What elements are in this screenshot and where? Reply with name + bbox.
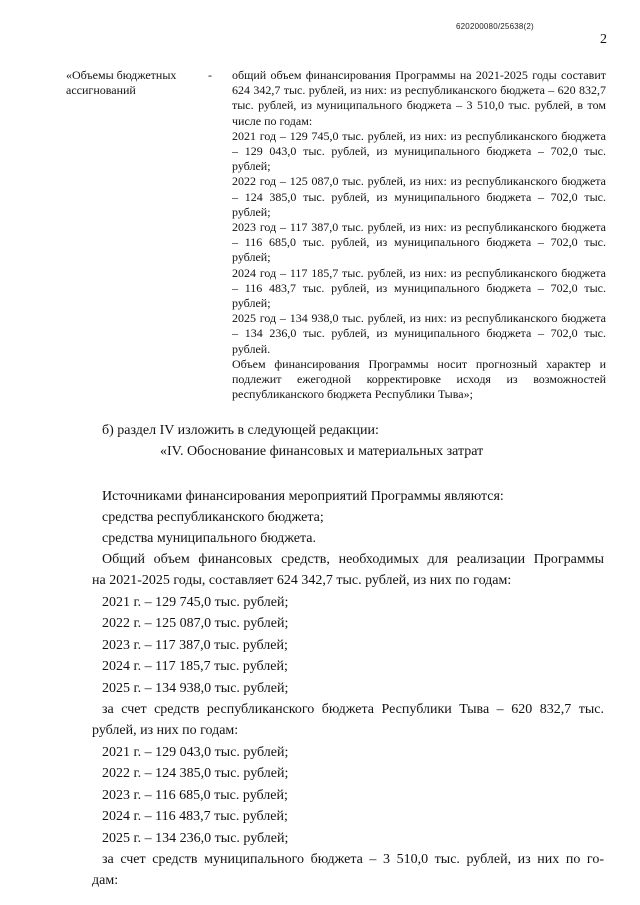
budget-year-2022: 2022 год – 125 087,0 тыс. рублей, из них: из республиканского бюджета – 124 385,0 тыс. рублей, из муниципального бюджета – 702,0 тыс. рублей; bbox=[232, 174, 606, 219]
total-year-2021: 2021 г. – 129 745,0 тыс. рублей; bbox=[102, 595, 289, 610]
republican-year-2024: 2024 г. – 116 483,7 тыс. рублей; bbox=[102, 809, 288, 824]
section-iv-heading: «IV. Обоснование финансовых и материальных затрат bbox=[160, 444, 484, 459]
republican-year-2025: 2025 г. – 134 236,0 тыс. рублей; bbox=[102, 831, 289, 846]
document-id: 620200080/25638(2) bbox=[456, 22, 534, 31]
budget-label-line1: «Объемы бюджетных bbox=[66, 68, 177, 82]
sources-intro: Источниками финансирования мероприятий Программы являются: bbox=[102, 489, 504, 504]
budget-label-line2: ассигнований bbox=[66, 83, 136, 98]
page-number: 2 bbox=[600, 32, 607, 47]
source-municipal: средства муниципального бюджета. bbox=[102, 531, 316, 546]
source-republican: средства республиканского бюджета; bbox=[102, 510, 324, 525]
budget-year-2023: 2023 год – 117 387,0 тыс. рублей, из них: из республиканского бюджета – 116 685,0 тыс. рублей, из муниципального бюджета – 702,0 тыс. рублей; bbox=[232, 220, 606, 265]
budget-note: Объем финансирования Программы носит прогнозный характер и подлежит ежегодной корректировке исходя из возможностей республиканского бюджета Республики Тыва»; bbox=[232, 356, 606, 402]
budget-label bbox=[66, 68, 196, 98]
budget-intro: общий объем финансирования Программы на 2021-2025 годы составит 624 342,7 тыс. рублей, из них: из республиканского бюджета – 620 832,7 тыс. рублей, из муниципального бюджета – 3 510,0 тыс. рублей, в том числе по годам: bbox=[232, 68, 606, 128]
section-b-line: б) раздел IV изложить в следующей редакции: bbox=[102, 423, 379, 438]
total-year-2025: 2025 г. – 134 938,0 тыс. рублей; bbox=[102, 681, 289, 696]
republican-line2: рублей, из них по годам: bbox=[92, 723, 239, 738]
total-line2: на 2021-2025 годы, составляет 624 342,7 тыс. рублей, из них по годам: bbox=[92, 573, 512, 588]
label-dash: - bbox=[208, 68, 212, 82]
budget-year-2021: 2021 год – 129 745,0 тыс. рублей, из них: из республиканского бюджета – 129 043,0 тыс. рублей, из муниципального бюджета – 702,0 тыс. рублей; bbox=[232, 128, 606, 174]
total-line1: Общий объем финансовых средств, необходимых для реализации Программы bbox=[102, 552, 604, 567]
municipal-line1: за счет средств муниципального бюджета – 3 510,0 тыс. рублей, из них по го- bbox=[102, 852, 604, 867]
total-year-2023: 2023 г. – 117 387,0 тыс. рублей; bbox=[102, 638, 288, 653]
budget-year-2024: 2024 год – 117 185,7 тыс. рублей, из них: из республиканского бюджета – 116 483,7 тыс. рублей, из муниципального бюджета – 702,0 тыс. рублей; bbox=[232, 265, 606, 311]
republican-year-2022: 2022 г. – 124 385,0 тыс. рублей; bbox=[102, 766, 289, 781]
municipal-line2: дам: bbox=[92, 873, 119, 888]
budget-description bbox=[232, 68, 606, 402]
total-year-2022: 2022 г. – 125 087,0 тыс. рублей; bbox=[102, 616, 289, 631]
budget-year-2025: 2025 год – 134 938,0 тыс. рублей, из них: из республиканского бюджета – 134 236,0 тыс. рублей, из муниципального бюджета – 702,0 тыс. рублей. bbox=[232, 311, 606, 356]
total-year-2024: 2024 г. – 117 185,7 тыс. рублей; bbox=[102, 659, 288, 674]
republican-year-2023: 2023 г. – 116 685,0 тыс. рублей; bbox=[102, 788, 288, 803]
republican-year-2021: 2021 г. – 129 043,0 тыс. рублей; bbox=[102, 745, 289, 760]
republican-line1: за счет средств республиканского бюджета Республики Тыва – 620 832,7 тыс. bbox=[102, 702, 604, 717]
